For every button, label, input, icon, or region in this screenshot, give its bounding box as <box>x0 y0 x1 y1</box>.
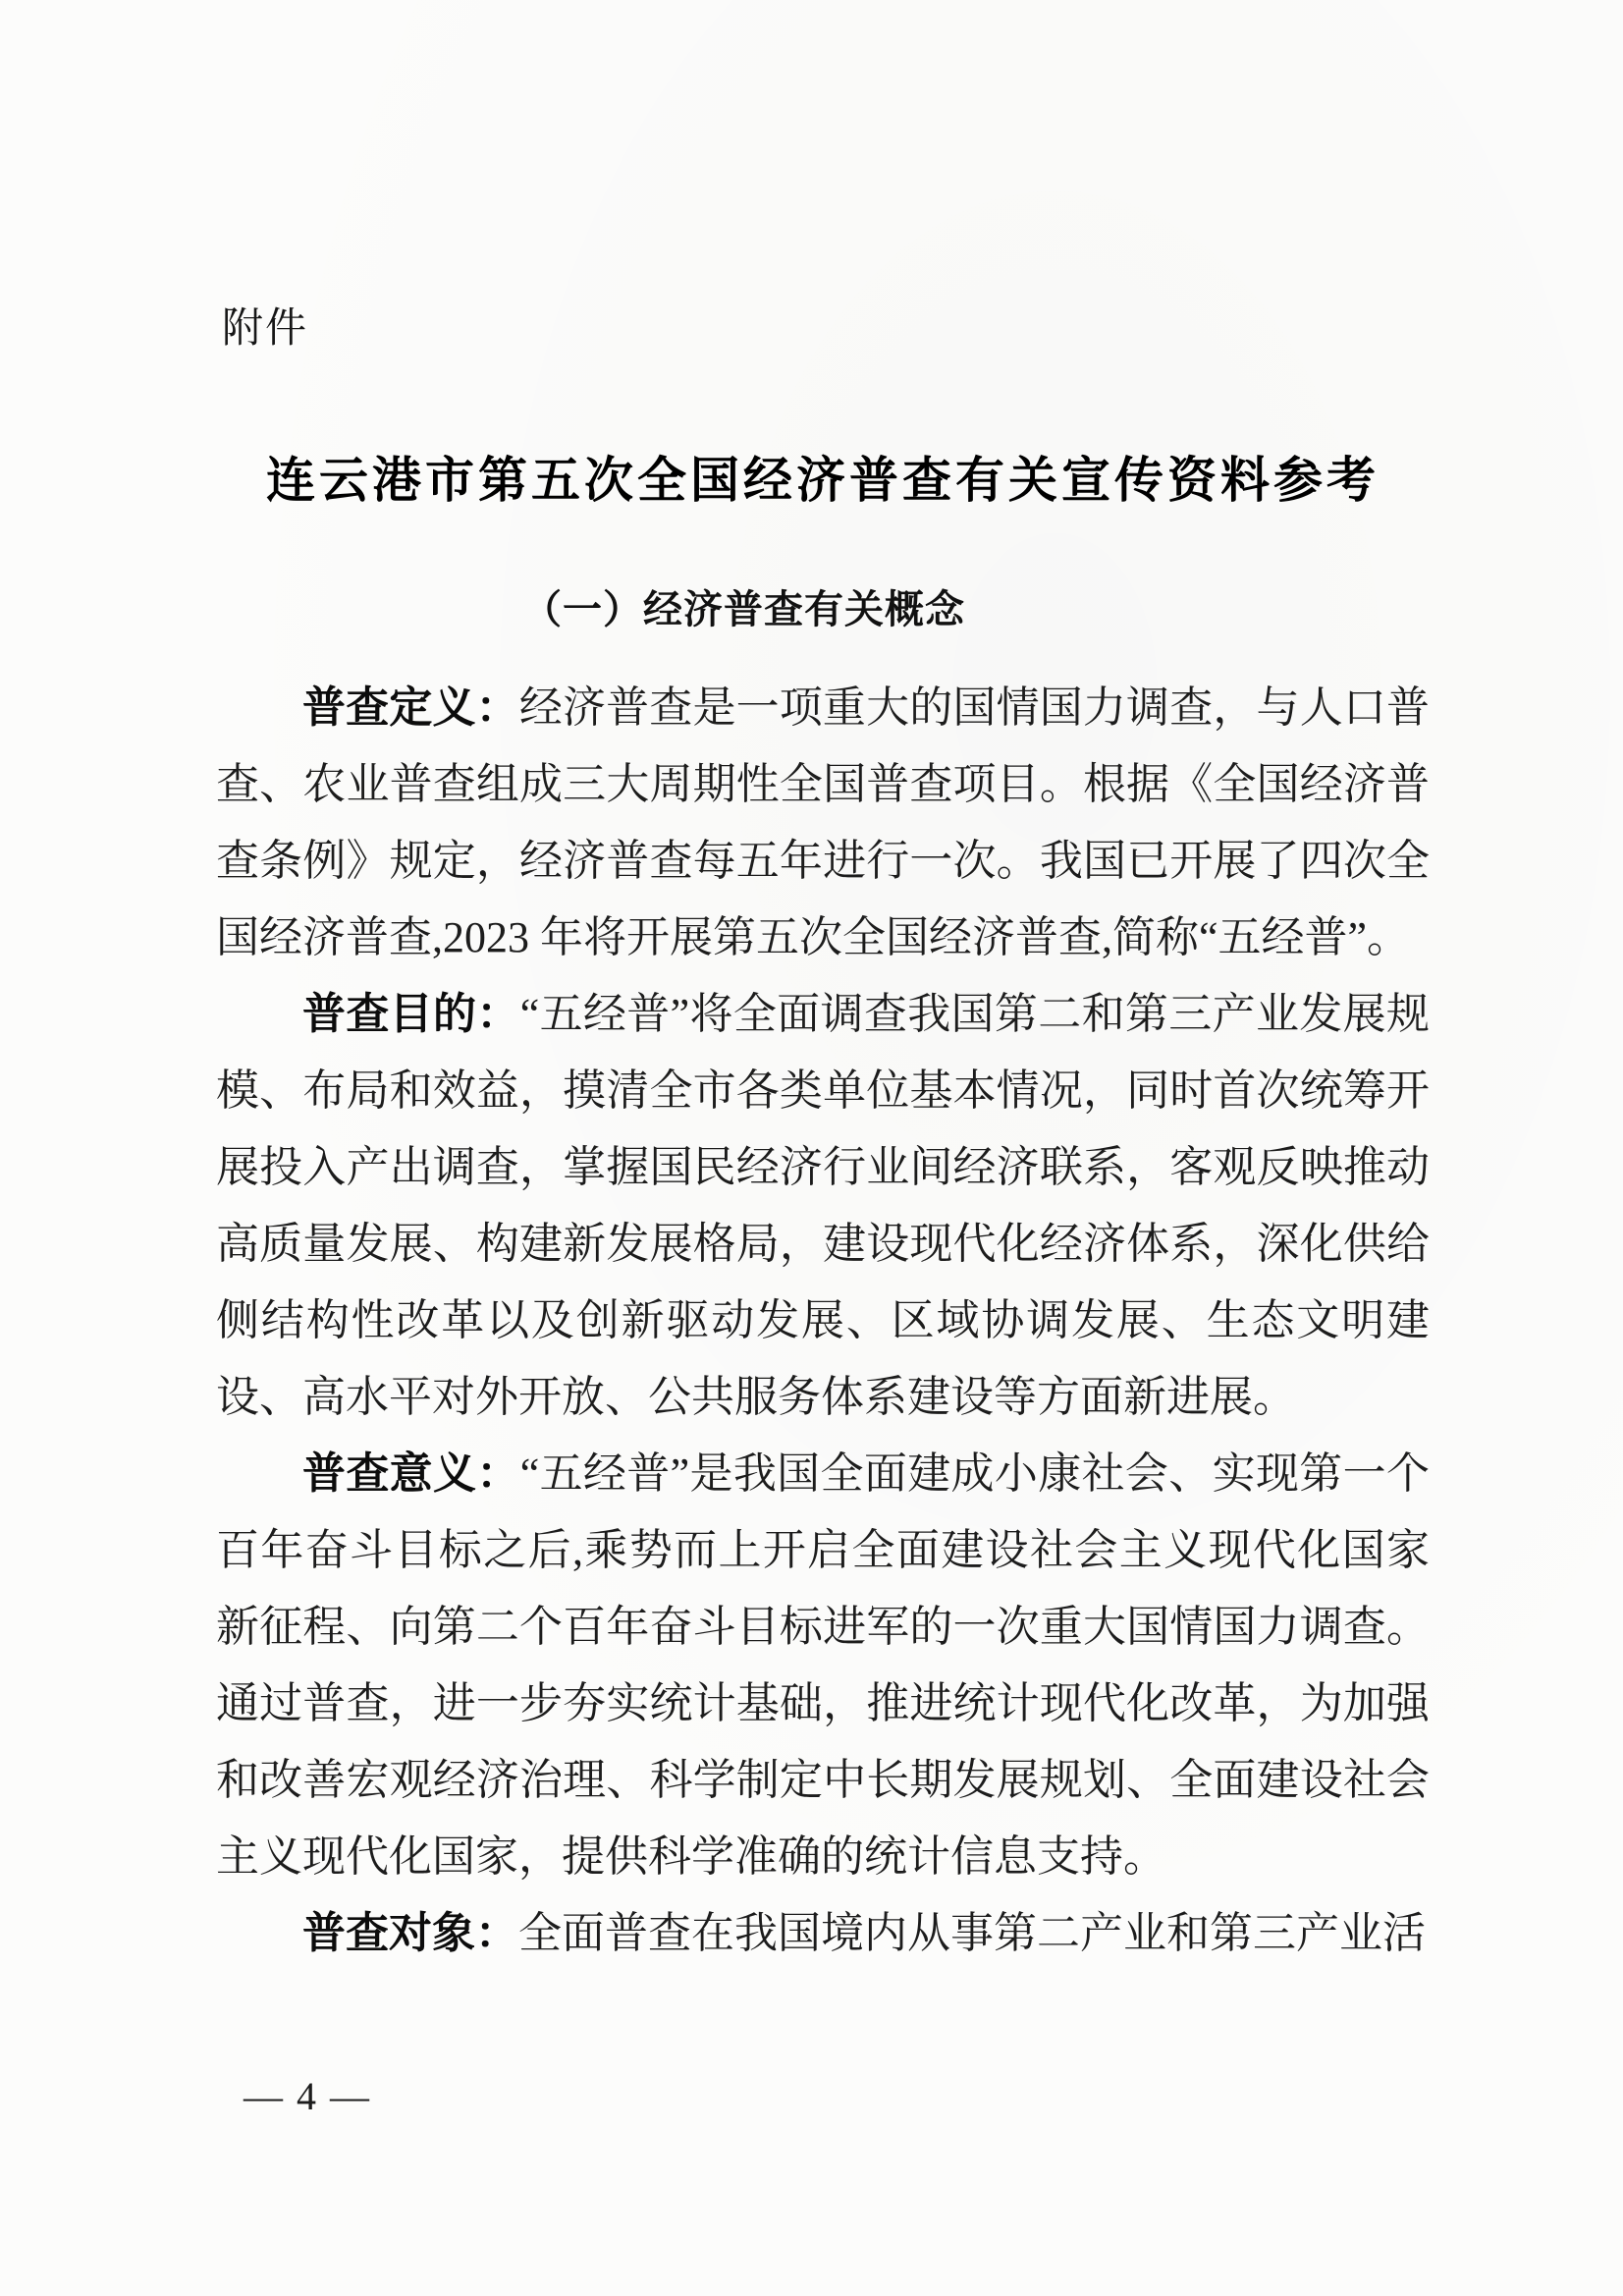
paragraph-text-definition: 经济普查是一项重大的国情国力调查，与人口普查、农业普查组成三大周期性全国普查项目。根据《全国经济普查条例》规定，经济普查每五年进行一次。我国已开展了四次全国经济普查,2023 年将开展第五次全国经济普查,简称“五经普”。 <box>216 683 1431 961</box>
paragraph-text-targets: 全面普查在我国境内从事第二产业和第三产业活 <box>518 1909 1426 1957</box>
paragraph-census-definition <box>216 670 1430 976</box>
paragraph-census-targets <box>216 1895 1430 1972</box>
attachment-label: 附件 <box>222 304 309 351</box>
document-title: 连云港市第五次全国经济普查有关宣传资料参考 <box>266 453 1380 508</box>
section-heading: （一）经济普查有关概念 <box>522 588 965 631</box>
paragraph-census-purpose <box>216 976 1430 1436</box>
paragraph-text-purpose: “五经普”将全面调查我国第二和第三产业发展规模、布局和效益，摸清全市各类单位基本情况，同时首次统筹开展投入产出调查，掌握国民经济行业间经济联系，客观反映推动高质量发展、构建新发展格局，建设现代化经济体系，深化供给侧结构性改革以及创新驱动发展、区域协调发展、生态文明建设、高水平对外开放、公共服务体系建设等方面新进展。 <box>216 990 1430 1421</box>
document-body <box>216 670 1430 1972</box>
paragraph-label-purpose: 普查目的： <box>302 990 520 1038</box>
paragraph-label-targets: 普查对象： <box>302 1909 518 1957</box>
paragraph-census-significance <box>216 1436 1430 1895</box>
paragraph-label-significance: 普查意义： <box>302 1449 520 1498</box>
paragraph-text-significance: “五经普”是我国全面建成小康社会、实现第一个百年奋斗目标之后,乘势而上开启全面建设社会主义现代化国家新征程、向第二个百年奋斗目标进军的一次重大国情国力调查。通过普查，进一步夯实统计基础，推进统计现代化改革，为加强和改善宏观经济治理、科学制定中长期发展规划、全面建设社会主义现代化国家，提供科学准确的统计信息支持。 <box>216 1449 1430 1881</box>
paragraph-label-definition: 普查定义： <box>302 683 519 732</box>
page-number: — 4 — <box>243 2074 371 2118</box>
